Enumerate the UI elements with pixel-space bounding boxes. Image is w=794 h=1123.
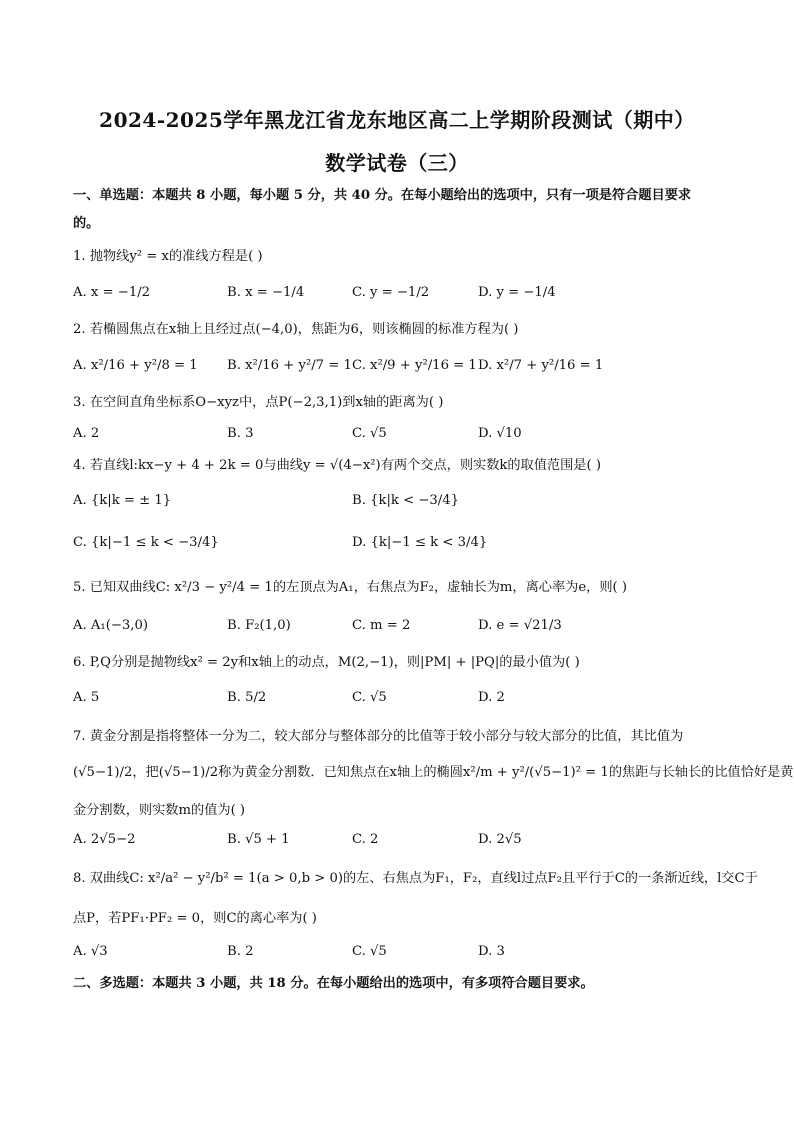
section2-heading: 二、多选题：本题共 3 小题，共 18 分。在每小题给出的选项中，有多项符合题目要求。 <box>73 976 594 991</box>
q3-option-a: A. 2 <box>73 426 100 441</box>
section1-heading-line1: 一、单选题：本题共 8 小题，每小题 5 分，共 40 分。在每小题给出的选项中，只有一项是符合题目要求 <box>73 188 692 203</box>
q5-option-d: D. e = √21/3 <box>478 618 562 633</box>
q6-option-d: D. 2 <box>478 690 505 705</box>
q6-options <box>73 690 753 714</box>
q8-stem-line1: 8. 双曲线C: x²/a² − y²/b² = 1(a > 0,b > 0)的左、右焦点为F₁，F₂，直线l过点F₂且平行于C的一条渐近线，l交C于 <box>73 871 758 886</box>
q5-option-c: C. m = 2 <box>352 618 411 633</box>
q2-option-a: A. x²/16 + y²/8 = 1 <box>73 358 198 373</box>
q3-option-d: D. √10 <box>478 426 522 441</box>
q5-options <box>73 618 753 642</box>
q8-option-d: D. 3 <box>478 944 505 959</box>
q4-option-d: D. {k|−1 ≤ k < 3/4} <box>352 535 488 550</box>
q3-options <box>73 426 753 450</box>
q3-option-c: C. √5 <box>352 426 387 441</box>
q5-stem: 5. 已知双曲线C: x²/3 − y²/4 = 1的左顶点为A₁，右焦点为F₂，虚轴长为m，离心率为e，则( ) <box>73 580 627 595</box>
exam-title-line1: 2024-2025学年黑龙江省龙东地区高二上学期阶段测试（期中） <box>99 108 695 132</box>
q4-option-c: C. {k|−1 ≤ k < −3/4} <box>73 535 219 550</box>
q1-options <box>73 285 753 309</box>
q7-stem-line1: 7. 黄金分割是指将整体一分为二，较大部分与整体部分的比值等于较小部分与较大部分的比值，其比值为 <box>73 729 684 744</box>
q7-option-b: B. √5 + 1 <box>227 832 290 847</box>
q4-option-a: A. {k|k = ± 1} <box>73 493 172 508</box>
q8-option-b: B. 2 <box>227 944 254 959</box>
q7-option-a: A. 2√5−2 <box>73 832 136 847</box>
q1-stem: 1. 抛物线y² = x的准线方程是( ) <box>73 249 263 264</box>
q5-option-a: A. A₁(−3,0) <box>73 618 149 633</box>
q8-option-a: A. √3 <box>73 944 108 959</box>
q2-option-d: D. x²/7 + y²/16 = 1 <box>478 358 604 373</box>
q2-option-b: B. x²/16 + y²/7 = 1 <box>227 358 352 373</box>
q6-option-b: B. 5/2 <box>227 690 267 705</box>
q8-option-c: C. √5 <box>352 944 387 959</box>
q8-stem-line2: 点P，若PF₁·PF₂ = 0，则C的离心率为( ) <box>73 911 317 926</box>
q3-option-b: B. 3 <box>227 426 254 441</box>
q7-option-c: C. 2 <box>352 832 379 847</box>
q1-option-b: B. x = −1/4 <box>227 285 305 300</box>
q2-options <box>73 358 753 382</box>
q3-stem: 3. 在空间直角坐标系O−xyz中，点P(−2,3,1)到x轴的距离为( ) <box>73 395 444 410</box>
q7-option-d: D. 2√5 <box>478 832 522 847</box>
q2-option-c: C. x²/9 + y²/16 = 1 <box>352 358 477 373</box>
q5-option-b: B. F₂(1,0) <box>227 618 291 633</box>
q4-options-row1 <box>73 493 753 517</box>
q1-option-a: A. x = −1/2 <box>73 285 151 300</box>
q7-options <box>73 832 753 856</box>
q6-option-c: C. √5 <box>352 690 387 705</box>
q8-options <box>73 944 753 968</box>
q1-option-d: D. y = −1/4 <box>478 285 556 300</box>
q4-stem: 4. 若直线l:kx−y + 4 + 2k = 0与曲线y = √(4−x²)有两个交点，则实数k的取值范围是( ) <box>73 458 601 473</box>
q2-stem: 2. 若椭圆焦点在x轴上且经过点(−4,0)，焦距为6，则该椭圆的标准方程为( ) <box>73 322 519 337</box>
q6-option-a: A. 5 <box>73 690 100 705</box>
q7-stem-line2: (√5−1)/2，把(√5−1)/2称为黄金分割数．已知焦点在x轴上的椭圆x²/m + y²/(√5−1)² = 1的焦距与长轴长的比值恰好是黄 <box>73 765 794 780</box>
exam-title-line2: 数学试卷（三） <box>325 151 469 175</box>
q7-stem-line3: 金分割数，则实数m的值为( ) <box>73 803 246 818</box>
q4-option-b: B. {k|k < −3/4} <box>352 493 459 508</box>
q6-stem: 6. P,Q分别是抛物线x² = 2y和x轴上的动点，M(2,−1)，则|PM| + |PQ|的最小值为( ) <box>73 655 580 670</box>
q1-option-c: C. y = −1/2 <box>352 285 430 300</box>
section1-heading-line2: 的。 <box>73 216 100 231</box>
q4-options-row2 <box>73 535 753 559</box>
